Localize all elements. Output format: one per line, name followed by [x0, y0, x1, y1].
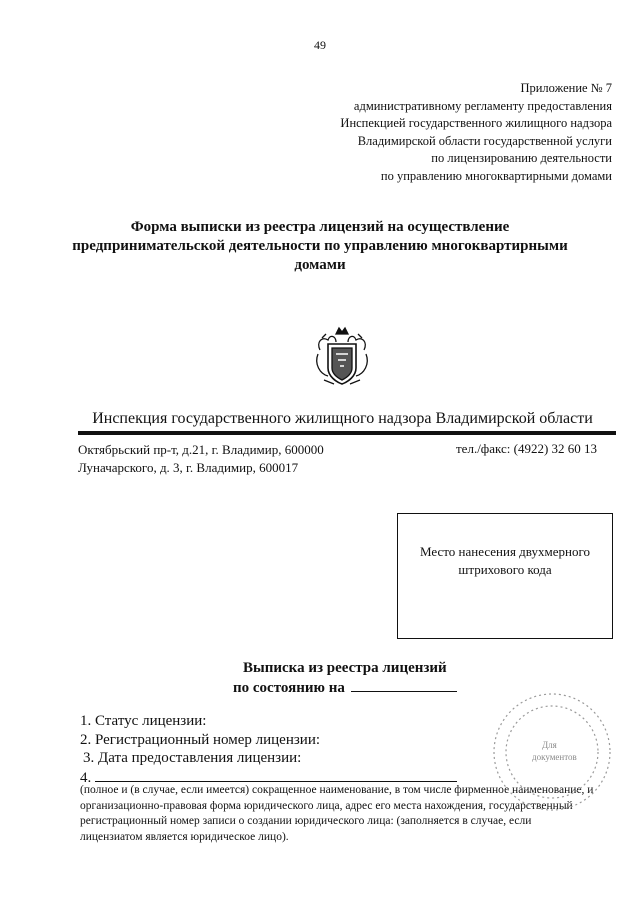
address-line: Октябрьский пр-т, д.21, г. Владимир, 600000 [78, 442, 324, 457]
address-line: Луначарского, д. 3, г. Владимир, 600017 [78, 459, 299, 475]
form-title [60, 218, 580, 275]
barcode-placeholder-text [397, 543, 613, 579]
field-registration-number: 2. Регистрационный номер лицензии: [80, 731, 321, 748]
extract-date-row [233, 678, 457, 697]
note-line: организационно-правовая форма юридического лица, адрес его места нахождения, государственный [80, 799, 573, 812]
appendix-line: по лицензированию деятельности [431, 151, 612, 165]
license-fields [80, 712, 457, 787]
note-line: регистрационный номер записи о создании юридического лица: (заполняется в случае, если [80, 815, 532, 827]
appendix-line: административному регламенту предоставления [353, 98, 612, 113]
extract-date-label: по состоянию на [233, 680, 345, 696]
note-line: (полное и (в случае, если имеется) сокращенное наименование, в том числе фирменное наименование, и [80, 784, 594, 796]
form-title-line: Форма выписки из реестра лицензий на осуществление [130, 219, 510, 235]
barcode-placeholder-line: Место нанесения двухмерного [420, 544, 590, 559]
date-blank-line [351, 678, 457, 692]
appendix-line: Приложение № 7 [520, 81, 612, 95]
form-title-line: предпринимательской деятельности по управлению многоквартирными [72, 238, 568, 254]
stamp-text-line2: документов [532, 752, 577, 762]
page-number: 49 [314, 38, 326, 52]
form-title-line: домами [294, 257, 346, 273]
appendix-line: по управлению многоквартирными домами [380, 168, 612, 183]
address-block [78, 441, 324, 476]
stamp-text-line1: Для [542, 740, 557, 750]
header-rule [78, 431, 616, 435]
field-issue-date: 3. Дата предоставления лицензии: [83, 750, 302, 766]
note-line: лицензиатом является юридическое лицо). [80, 830, 289, 843]
barcode-placeholder-line: штрихового кода [458, 562, 552, 577]
phone-fax: тел./факс: (4922) 32 60 13 [456, 441, 598, 456]
round-stamp-icon [488, 688, 616, 816]
extract-title: Выписка из реестра лицензий [243, 660, 447, 676]
coat-of-arms-icon [314, 324, 370, 390]
licensee-blank-line [95, 768, 457, 782]
appendix-line: Владимирской области государственной услуги [357, 133, 612, 148]
field-license-status: 1. Статус лицензии: [80, 713, 207, 729]
appendix-line: Инспекцией государственного жилищного надзора [340, 116, 612, 130]
field-licensee-number: 4. [80, 769, 92, 786]
appendix-header [292, 80, 612, 185]
organization-name: Инспекция государственного жилищного надзора Владимирской области [92, 410, 593, 427]
